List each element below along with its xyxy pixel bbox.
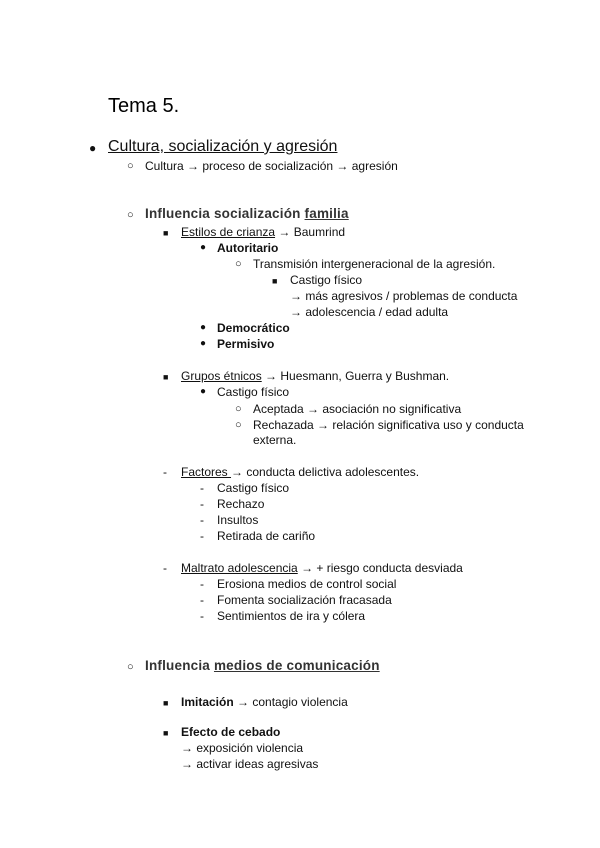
imitacion-rest: → contagio violencia <box>233 695 348 709</box>
maltrato-rest: → + riesgo conducta desviada <box>297 561 463 575</box>
list-item: Castigo físico <box>217 481 290 495</box>
subsection-heading <box>145 657 380 675</box>
list-item <box>181 694 348 710</box>
square-bullet-icon: ■ <box>163 728 169 738</box>
section-heading-text: Cultura, socialización y agresión <box>108 138 338 155</box>
maltrato-label: Maltrato adolescencia <box>181 561 298 575</box>
dash-bullet-icon: - <box>200 593 204 607</box>
square-bullet-icon: ■ <box>163 372 169 382</box>
circle-bullet-icon: ○ <box>235 419 242 431</box>
list-item: Retirada de cariño <box>217 529 316 543</box>
grupos-label: Grupos étnicos <box>181 369 262 383</box>
list-item <box>181 368 449 384</box>
heading-underlined: familia <box>304 206 349 221</box>
square-bullet-icon: ■ <box>163 228 169 238</box>
dash-bullet-icon: - <box>200 481 204 495</box>
disc-bullet-icon: ● <box>200 242 207 253</box>
dash-bullet-icon: - <box>163 561 167 575</box>
list-item: Rechazo <box>217 497 265 511</box>
list-item: Democrático <box>217 321 290 335</box>
dash-bullet-icon: - <box>200 529 204 543</box>
square-bullet-icon: ■ <box>272 276 278 286</box>
list-item: Erosiona medios de control social <box>217 577 397 591</box>
dash-bullet-icon: - <box>200 577 204 591</box>
list-item: Fomenta socialización fracasada <box>217 593 392 607</box>
factores-rest: → conducta delictiva adolescentes. <box>231 465 420 479</box>
list-item <box>181 464 419 480</box>
circle-bullet-icon: ○ <box>127 661 134 673</box>
circle-bullet-icon: ○ <box>235 403 242 415</box>
list-item: Permisivo <box>217 337 275 351</box>
list-item: Castigo físico <box>290 273 363 287</box>
grupos-rest: → Huesmann, Guerra y Bushman. <box>261 369 450 383</box>
dash-bullet-icon: - <box>200 609 204 623</box>
section-heading <box>108 137 337 157</box>
list-item-continuation: externa. <box>253 433 297 447</box>
disc-bullet-icon: ● <box>89 141 97 155</box>
page-title: Tema 5. <box>108 95 180 117</box>
factores-label: Factores <box>181 465 232 479</box>
disc-bullet-icon: ● <box>200 322 207 333</box>
imitacion-label: Imitación <box>181 695 234 709</box>
dash-bullet-icon: - <box>163 465 167 479</box>
heading-plain: Influencia <box>145 658 214 673</box>
list-item-continuation: → más agresivos / problemas de conducta <box>290 289 518 303</box>
list-item <box>181 560 463 576</box>
dash-bullet-icon: - <box>200 497 204 511</box>
list-item: Rechazada → relación significativa uso y conducta <box>253 418 524 432</box>
list-item: Aceptada → asociación no significativa <box>253 402 462 416</box>
square-bullet-icon: ■ <box>163 698 169 708</box>
list-item-continuation: → activar ideas agresivas <box>181 757 319 771</box>
circle-bullet-icon: ○ <box>127 209 134 221</box>
disc-bullet-icon: ● <box>200 338 207 349</box>
estilos-label: Estilos de crianza <box>181 225 276 239</box>
list-item <box>181 224 345 240</box>
subsection-heading <box>145 205 349 223</box>
list-item: Cultura → proceso de socialización → agresión <box>145 159 398 173</box>
circle-bullet-icon: ○ <box>127 160 134 172</box>
list-item-continuation: → adolescencia / edad adulta <box>290 305 449 319</box>
list-item: Transmisión intergeneracional de la agresión. <box>253 257 496 271</box>
list-item: Sentimientos de ira y cólera <box>217 609 366 623</box>
list-item: Castigo físico <box>217 385 290 399</box>
heading-underlined: medios de comunicación <box>213 658 380 673</box>
disc-bullet-icon: ● <box>200 386 207 397</box>
estilos-rest: → Baumrind <box>275 225 346 239</box>
list-item-continuation: → exposición violencia <box>181 741 304 755</box>
heading-plain: Influencia socialización <box>145 206 305 221</box>
list-item: Insultos <box>217 513 259 527</box>
list-item: Efecto de cebado <box>181 725 281 739</box>
circle-bullet-icon: ○ <box>235 258 242 270</box>
list-item: Autoritario <box>217 241 279 255</box>
dash-bullet-icon: - <box>200 513 204 527</box>
